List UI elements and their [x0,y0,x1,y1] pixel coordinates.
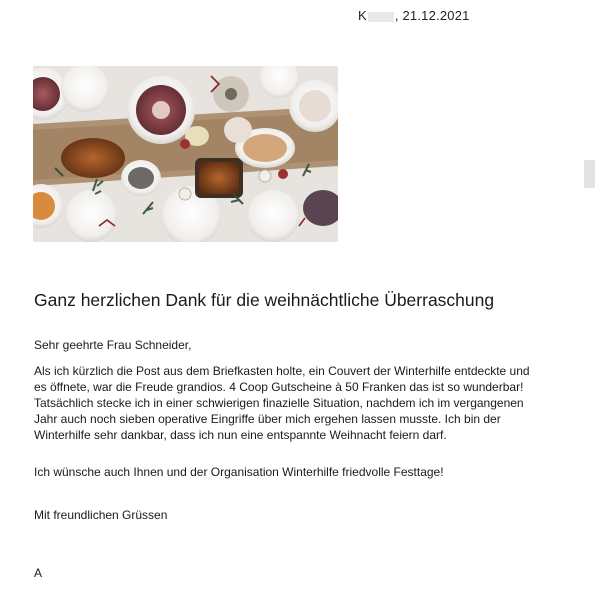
body-line: Als ich kürzlich die Post aus dem Briefkasten holte, ein Couvert der Winterhilfe entdeckte und [34,364,530,378]
date-place-prefix: K [358,8,367,23]
letter-greeting: Sehr geehrte Frau Schneider, [34,338,192,352]
body-line: es öffnete, war die Freude grandios. 4 Coop Gutscheine à 50 Franken das ist so wunderbar! [34,380,524,394]
body-line: Tatsächlich stecke ich in einer schwierigen finazielle Situation, nachdem ich im vergangenen [34,396,524,410]
body-line: Winterhilfe sehr dankbar, dass ich nun eine entspannte Weihnacht feiern darf. [34,428,447,442]
letter-signature: A [34,566,43,580]
letter-wish: Ich wünsche auch Ihnen und der Organisation Winterhilfe friedvolle Festtage! [34,465,444,479]
letter-body [34,363,564,443]
scan-artifact [584,160,595,188]
body-line: Jahr auch noch sieben operative Eingriffe über mich ergehen lassen musste. Ich bin der [34,412,501,426]
date-line [358,8,470,23]
redacted-place [368,12,394,22]
letter-closing: Mit freundlichen Grüssen [34,508,168,522]
date-text: , 21.12.2021 [394,8,470,23]
letter-headline: Ganz herzlichen Dank für die weihnächtliche Überraschung [34,290,495,310]
christmas-table-photo [33,66,338,242]
